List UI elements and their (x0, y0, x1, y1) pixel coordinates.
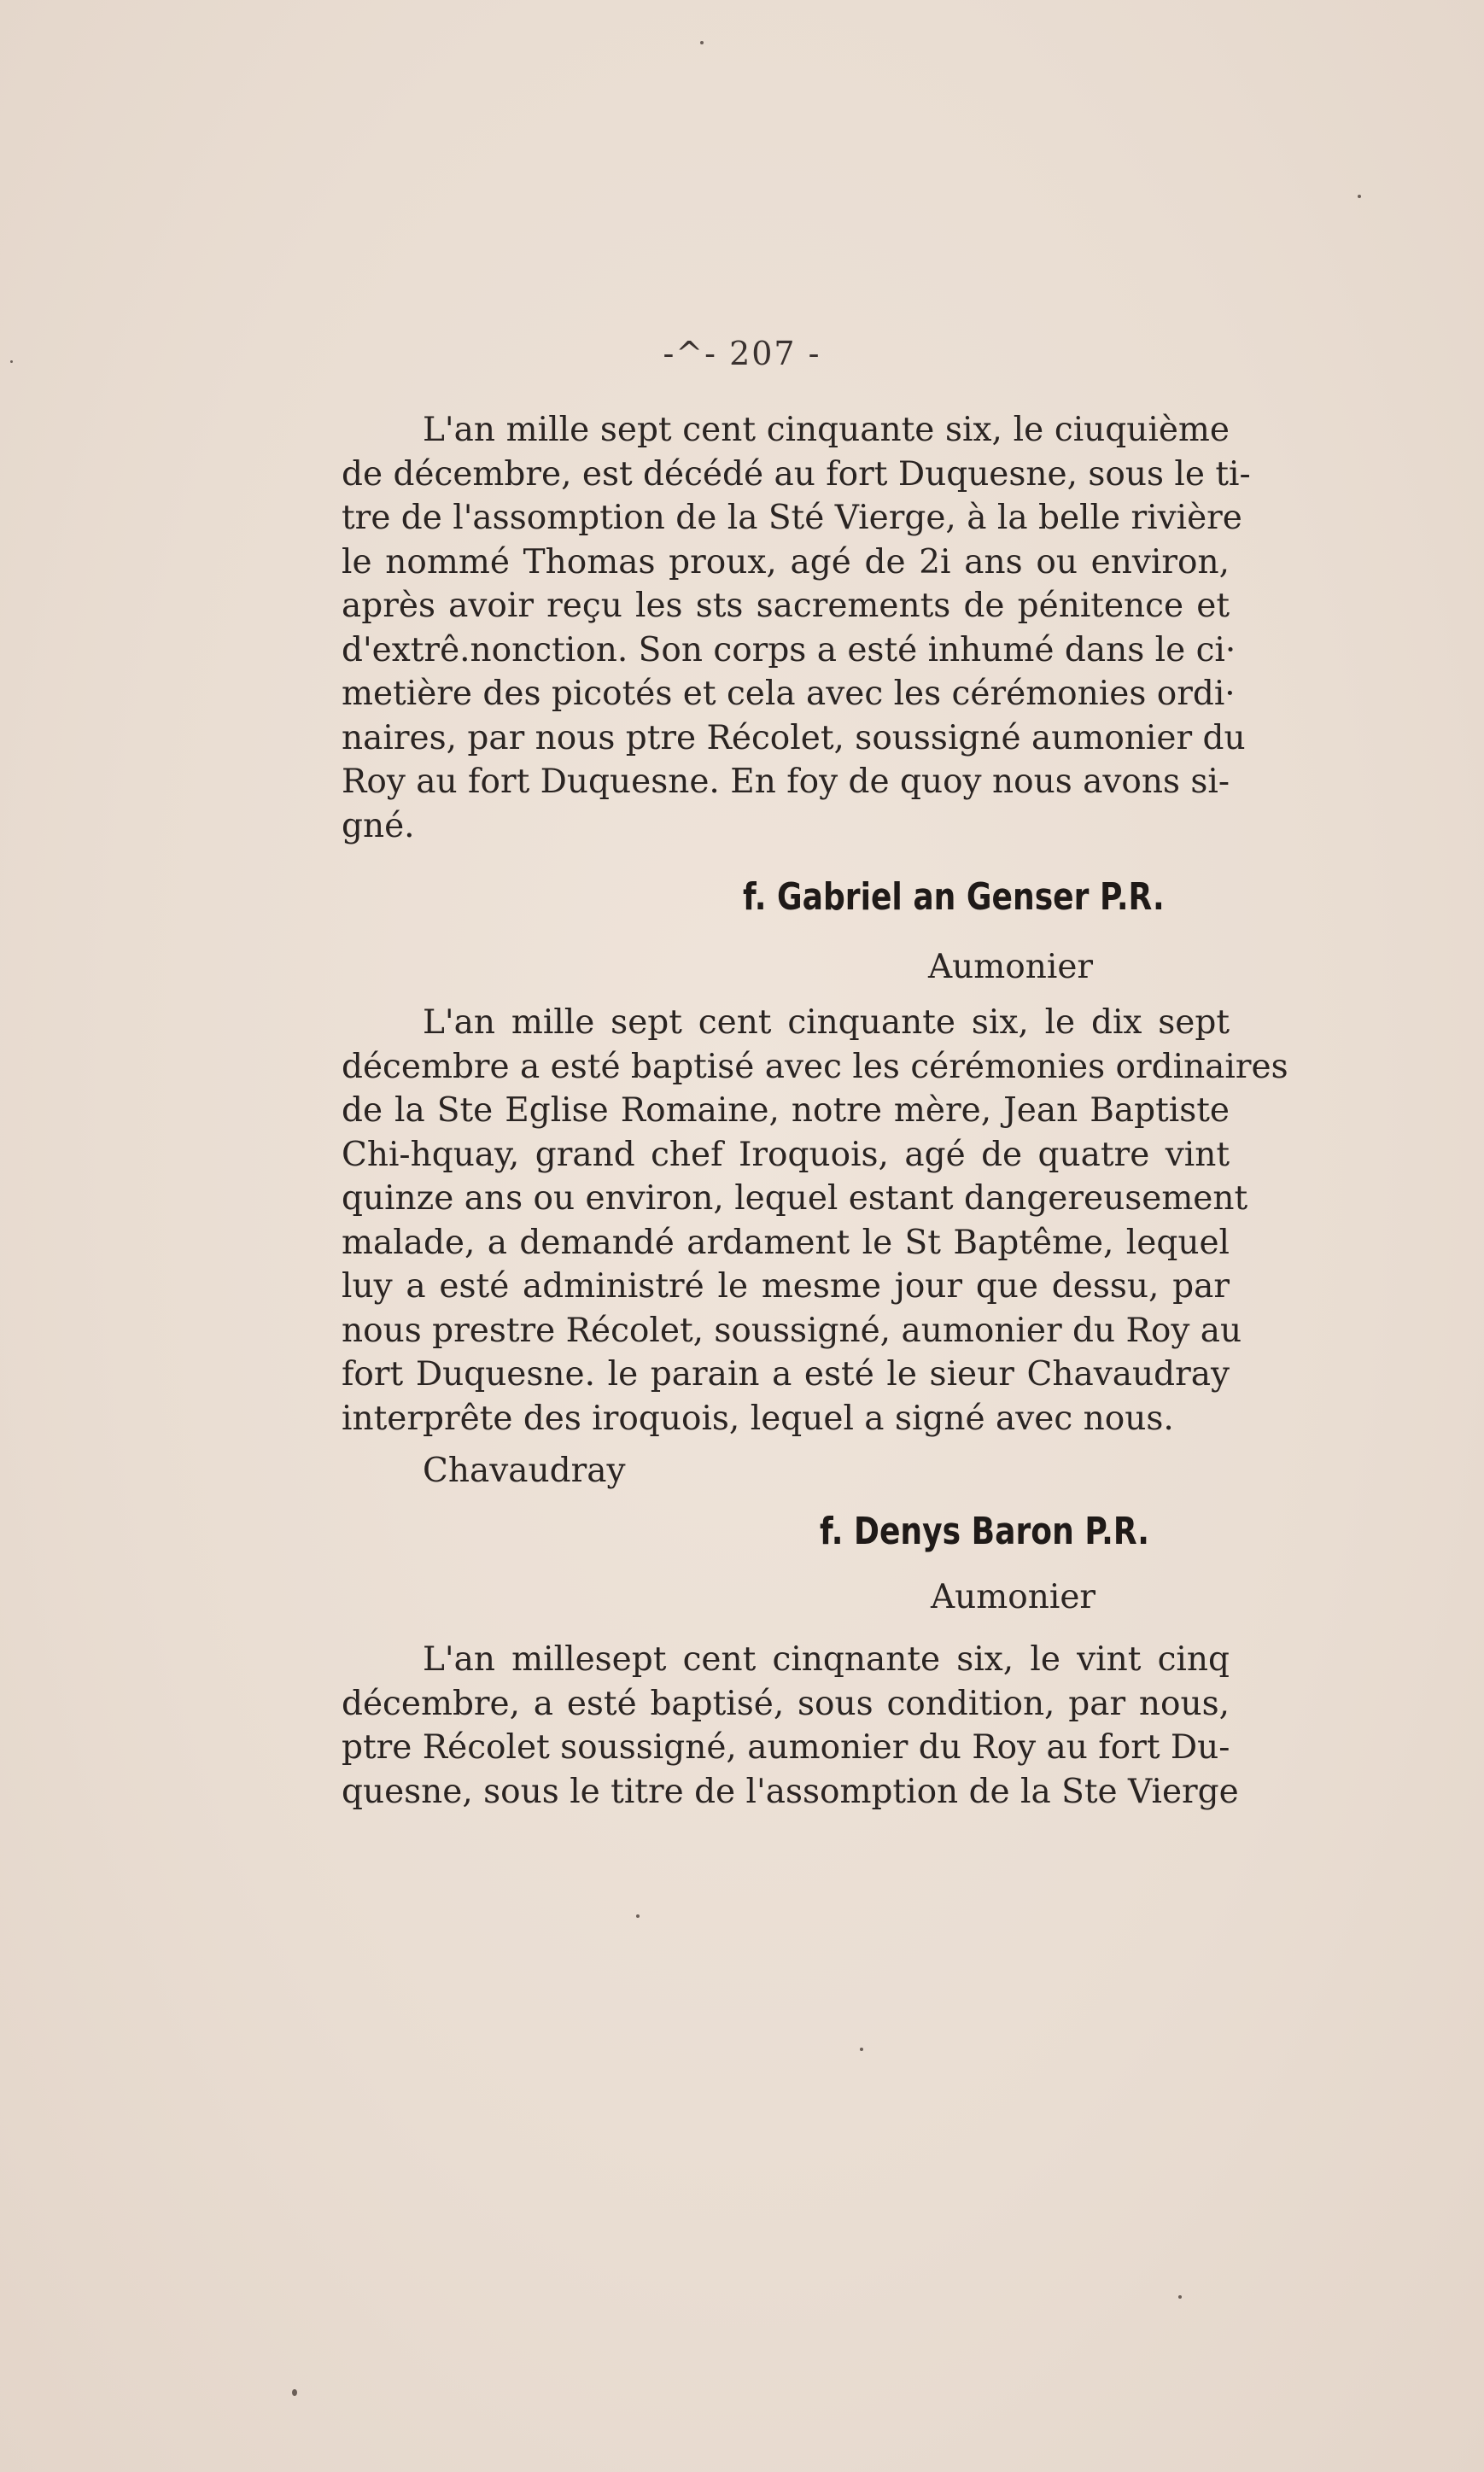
text-line: nous prestre Récolet, soussigné, aumonier du Roy au (342, 1311, 1242, 1350)
text-line: gné. (342, 806, 415, 845)
paper-speck (1358, 195, 1361, 198)
entry-2-role: Aumonier (931, 1578, 1096, 1616)
text-line: malade, a demandé ardament le St Baptême, lequel (342, 1223, 1230, 1262)
paper-speck (860, 2048, 863, 2051)
text-line: luy a esté administré le mesme jour que dessu, par (342, 1267, 1230, 1306)
text-line: le nommé Thomas proux, agé de 2i ans ou environ, (342, 542, 1230, 581)
text-line: interprête des iroquois, lequel a signé avec nous. (342, 1399, 1174, 1438)
text-line: metière des picotés et cela avec les cérémonies ordi· (342, 675, 1236, 713)
entry-2-signature: f. Denys Baron P.R. (820, 1510, 1150, 1553)
page-number: -^- 207 - (663, 335, 821, 372)
paper-speck (1178, 2295, 1182, 2299)
entry-1-signature: f. Gabriel an Genser P.R. (743, 875, 1165, 919)
entry-2-witness-signature: Chavaudray (423, 1452, 626, 1490)
text-line: décembre a esté baptisé avec les cérémonies ordinaires (342, 1047, 1288, 1086)
text-line: naires, par nous ptre Récolet, soussigné aumonier du (342, 718, 1246, 757)
text-line: décembre, a esté baptisé, sous condition, par nous, (342, 1684, 1230, 1723)
text-line: quesne, sous le titre de l'assomption de la Ste Vierge (342, 1772, 1239, 1811)
text-line: ptre Récolet soussigné, aumonier du Roy au fort Du- (342, 1728, 1230, 1767)
text-line: d'extrê.nonction. Son corps a esté inhumé dans le ci· (342, 630, 1236, 669)
paper-speck (10, 360, 13, 363)
entry-2-body (342, 1001, 1288, 1441)
text-line: Chi-hquay, grand chef Iroquois, agé de quatre vint (342, 1135, 1230, 1174)
entry-1-role: Aumonier (928, 948, 1094, 986)
text-line: L'an mille sept cent cinquante six, le ciuquième (423, 411, 1230, 449)
text-line: tre de l'assomption de la Sté Vierge, à la belle rivière (342, 499, 1242, 537)
text-line: de décembre, est décédé au fort Duquesne, sous le ti- (342, 454, 1251, 494)
paper-speck (636, 1914, 640, 1918)
text-line: fort Duquesne. le parain a esté le sieur Chavaudray (342, 1355, 1230, 1394)
text-line: après avoir reçu les sts sacrements de pénitence et (342, 587, 1230, 625)
text-line: quinze ans ou environ, lequel estant dangereusement (342, 1179, 1248, 1218)
paper-speck (700, 41, 704, 44)
paper-speck (292, 2389, 297, 2396)
text-line: L'an millesept cent cinqnante six, le vint cinq (423, 1640, 1230, 1679)
text-line: Roy au fort Duquesne. En foy de quoy nous avons si- (342, 763, 1230, 801)
entry-3-body (342, 1638, 1239, 1814)
text-line: de la Ste Eglise Romaine, notre mère, Jean Baptiste (342, 1091, 1230, 1130)
text-line: L'an mille sept cent cinquante six, le dix sept (423, 1003, 1230, 1042)
entry-1-body (342, 408, 1251, 848)
